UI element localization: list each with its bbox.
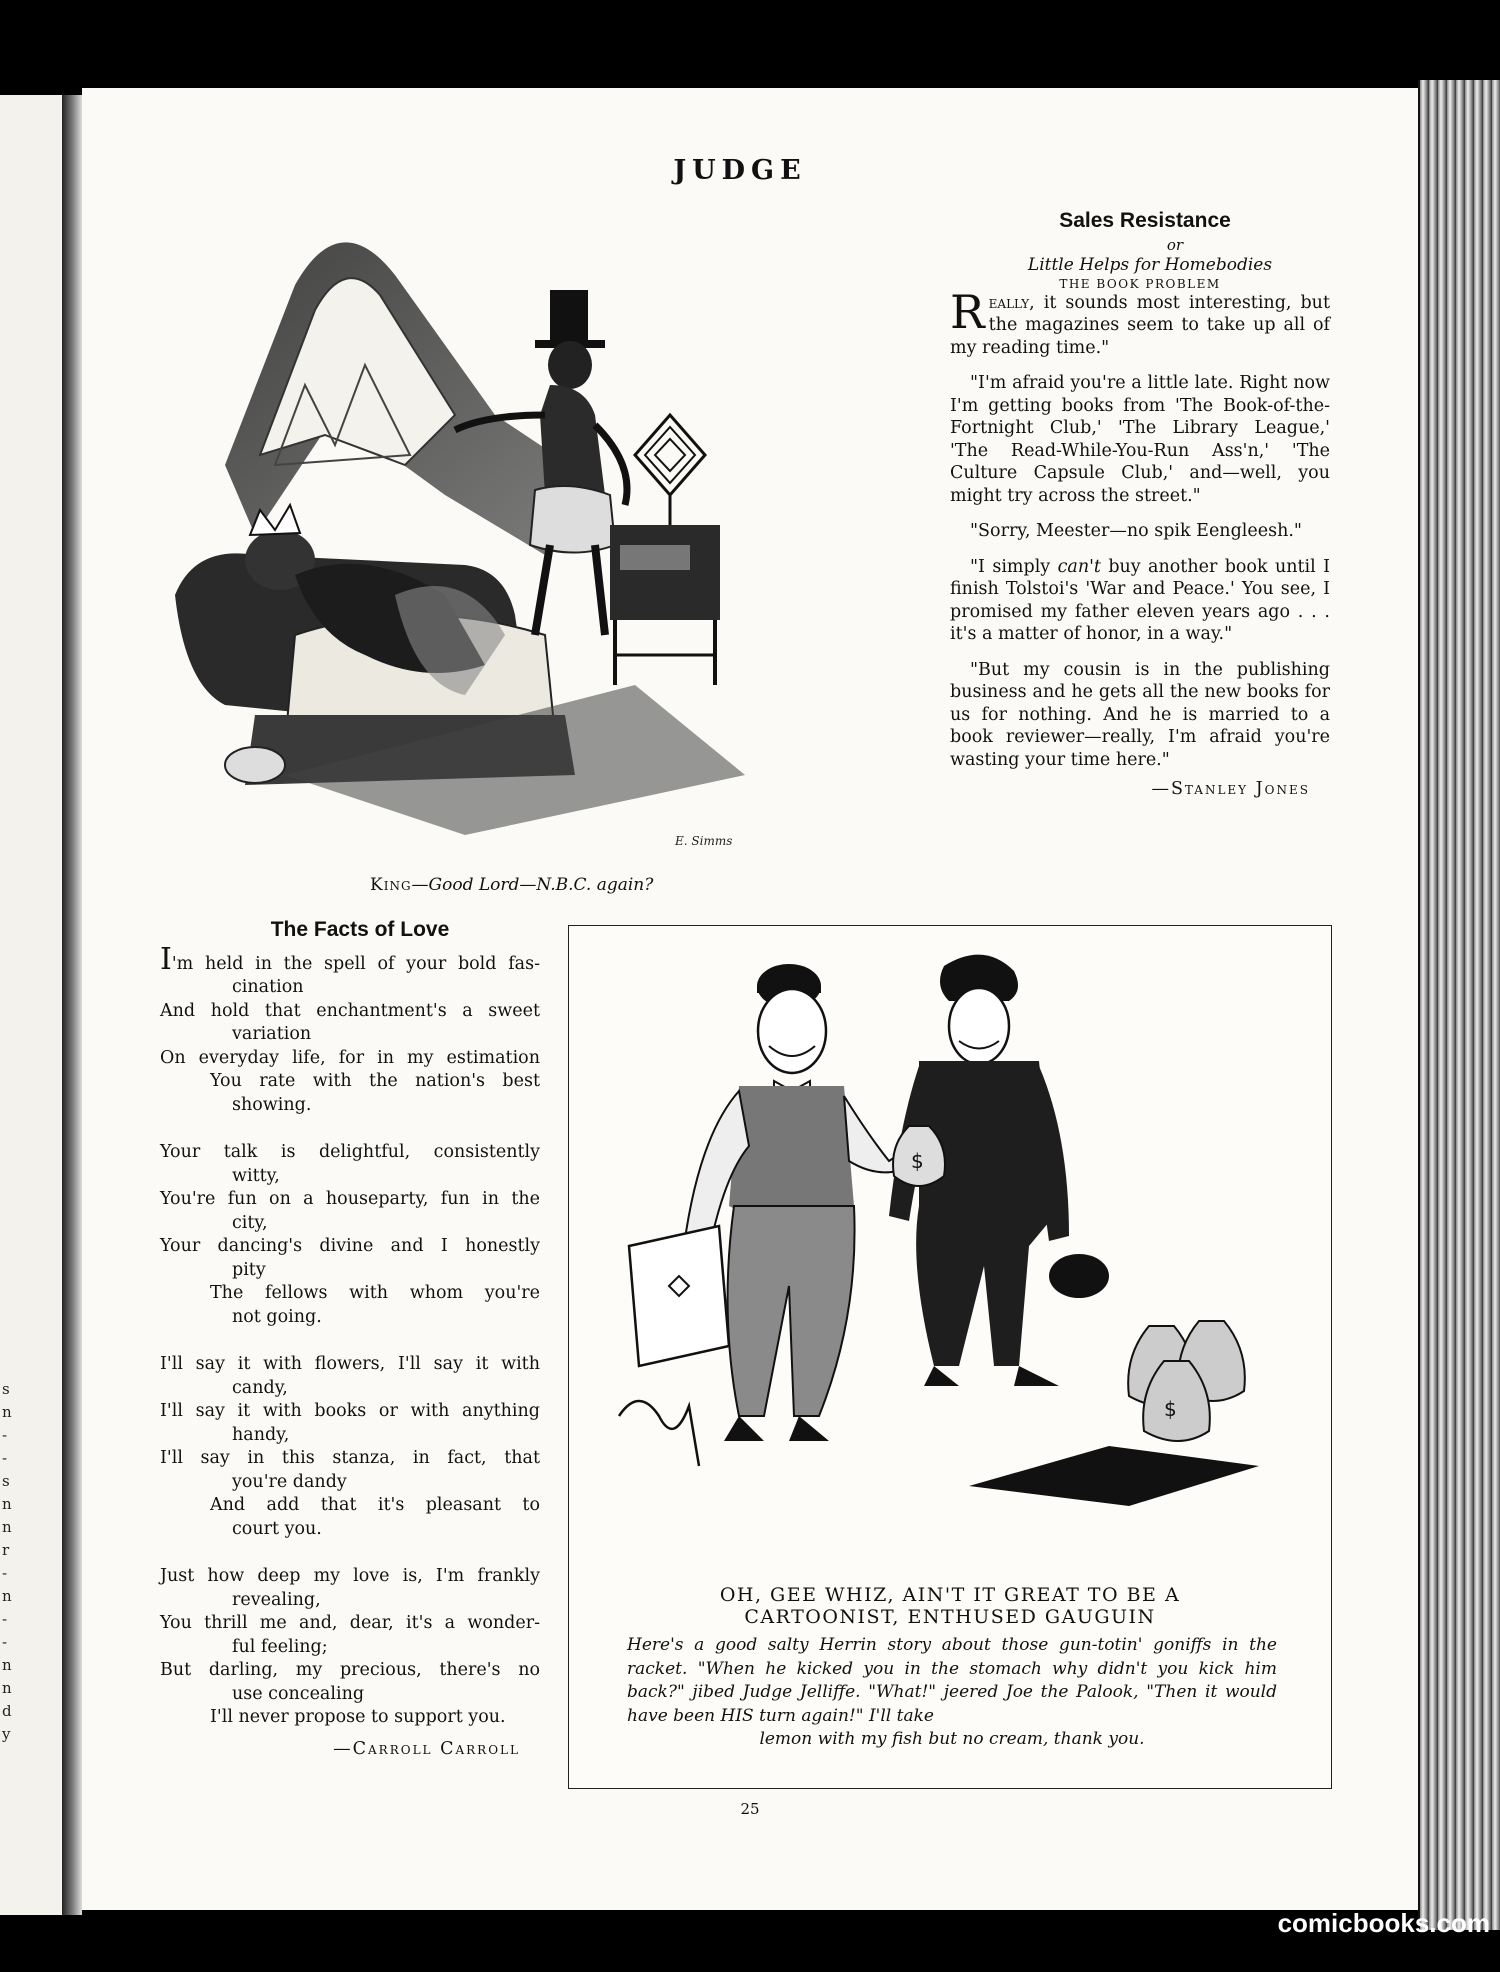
article-paragraph: "Sorry, Meester—no spik Eengleesh." <box>970 521 1302 541</box>
poem-line: Just how deep my love is, I'm frankly <box>160 1566 540 1586</box>
edge-letter: n <box>2 1656 12 1674</box>
book-gutter <box>62 95 82 1915</box>
poem-line: And add that it's pleasant to <box>210 1495 540 1515</box>
edge-letter: - <box>2 1564 8 1582</box>
poem-line: I'll say in this stanza, in fact, that <box>160 1448 540 1468</box>
poem-line: And hold that enchantment's a sweet <box>160 1000 540 1021</box>
caption-speaker: King <box>370 875 412 895</box>
edge-letter: s <box>2 1472 10 1490</box>
poem-stanza <box>160 1353 540 1541</box>
poem-line: But darling, my precious, there's no <box>160 1660 540 1680</box>
edge-letter: y <box>2 1725 11 1743</box>
caption-text: —Good Lord—N.B.C. again? <box>411 875 654 895</box>
poem-line: I'll say it with flowers, I'll say it with <box>160 1354 540 1374</box>
cartoonist-cartoon-illustration <box>589 946 1311 1506</box>
masthead: JUDGE <box>673 155 807 186</box>
edge-letter: s <box>2 1380 10 1398</box>
edge-letter: r <box>2 1541 10 1559</box>
poem-line: candy, <box>232 1377 288 1398</box>
facts-of-love-poem <box>160 918 540 1761</box>
money-bag-symbol: $ <box>1164 1397 1177 1421</box>
poem-line: You're fun on a houseparty, fun in the <box>160 1189 540 1209</box>
poem-line: Your talk is delightful, consistently <box>160 1142 540 1162</box>
edge-letter: n <box>2 1495 12 1513</box>
poem-line: You rate with the nation's best <box>210 1071 540 1091</box>
drop-cap: I <box>160 941 172 977</box>
poem-line: cination <box>232 977 304 997</box>
cartoonist-cartoon-box <box>568 925 1332 1789</box>
edge-letter: n <box>2 1679 12 1697</box>
poem-line: you're dandy <box>232 1471 347 1492</box>
poem-line: I'll say it with books or with anything <box>160 1401 540 1421</box>
poem-line: showing. <box>232 1094 312 1115</box>
headline-line: OH, GEE WHIZ, AIN'T IT GREAT TO BE A <box>719 1584 1181 1606</box>
page-number: 25 <box>740 1800 760 1818</box>
article-subtitle: Little Helps for Homebodies <box>1027 254 1273 275</box>
drop-cap: R <box>950 284 985 339</box>
article-paragraph: "But my cousin is in the publishing business and he gets all the new books for us for nothing. And he is married to a book reviewer—really, I'm afraid you're wasting your time here." <box>950 659 1330 770</box>
headline-line: CARTOONIST, ENTHUSED GAUGUIN <box>744 1606 1156 1628</box>
poem-stanza <box>160 1565 540 1730</box>
poem-stanza <box>160 941 540 1118</box>
poem-stanza <box>160 1141 540 1329</box>
edge-letter: n <box>2 1587 12 1605</box>
paragraph-text: "I simply <box>970 556 1058 577</box>
watermark: comicbooks.com <box>1277 1908 1490 1938</box>
poem-line: I'll never propose to support you. <box>210 1707 506 1727</box>
poem-line: pity <box>232 1259 266 1280</box>
article-paragraph: "I'm afraid you're a little late. Right now I'm getting books from 'The Book-of-the-Fortnight Club,' 'The Library League,' 'The Read-While-You-Run Ass'n,' 'The Culture Capsule Club,' and—well, you might try across the street." <box>950 373 1330 506</box>
article-or: or <box>1166 235 1184 254</box>
poem-line-text: 'm held in the spell of your bold fas- <box>171 953 540 974</box>
poem-line: city, <box>232 1212 268 1233</box>
king-cartoon-illustration <box>165 215 795 865</box>
poem-line: You thrill me and, dear, it's a wonder- <box>160 1613 540 1633</box>
poem-title: The Facts of Love <box>270 918 450 941</box>
poem-line: witty, <box>232 1165 280 1186</box>
poem-author: —Carroll Carroll <box>333 1738 520 1759</box>
poem-line: revealing, <box>232 1589 321 1610</box>
king-cartoon-caption <box>370 875 750 895</box>
poem-line: On everyday life, for in my estimation <box>160 1047 540 1068</box>
left-page-edge-letters <box>2 420 42 1820</box>
edge-letter: d <box>2 1702 12 1720</box>
poem-line: The fellows with whom you're <box>210 1283 540 1303</box>
paragraph-text: buy another book until I finish Tolstoi's 'War and Peace.' You see, I promised my father eleven years ago . . . it's a matter of honor, in a way." <box>950 556 1330 644</box>
poem-line <box>160 941 540 977</box>
page-stack-edge <box>1420 80 1500 1930</box>
cartoon-headline <box>589 1584 1311 1628</box>
lead-word: eally <box>988 292 1030 313</box>
edge-letter: n <box>2 1403 12 1421</box>
poem-line: Your dancing's divine and I honestly <box>160 1236 540 1256</box>
edge-letter: n <box>2 1518 12 1536</box>
money-bag-symbol: $ <box>911 1149 924 1173</box>
svg-text:E. Simms: E. Simms <box>675 834 733 848</box>
joke-text: Here's a good salty Herrin story about those gun-totin' goniffs in the racket. "When he kicked you in the stomach why didn't you kick him back?" jibed Judge Jelliffe. "What!" jeered Joe the Palook, "Then it would have been HIS turn again!" I'll take <box>627 1635 1277 1726</box>
edge-letter: - <box>2 1633 8 1651</box>
article-title: Sales Resistance <box>1059 209 1231 232</box>
poem-line: not going. <box>232 1306 322 1327</box>
poem-line: handy, <box>232 1424 290 1445</box>
article-section-heading: THE BOOK PROBLEM <box>1059 276 1221 291</box>
article-author: —Stanley Jones <box>1151 779 1310 799</box>
article-paragraph <box>950 284 1330 360</box>
poem-line: court you. <box>232 1518 322 1539</box>
joke-text-last-line: lemon with my fish but no cream, thank you. <box>759 1729 1145 1749</box>
edge-letter: - <box>2 1449 8 1467</box>
edge-letter: - <box>2 1610 8 1628</box>
poem-line: use concealing <box>232 1683 365 1704</box>
sales-resistance-article <box>950 210 1330 801</box>
cartoon-joke-text <box>627 1634 1277 1752</box>
article-paragraph <box>950 556 1330 646</box>
emphasis: can't <box>1057 556 1101 577</box>
poem-line: variation <box>232 1024 312 1044</box>
poem-line: ful feeling; <box>232 1636 328 1657</box>
edge-letter: - <box>2 1426 8 1444</box>
paragraph-text: , it sounds most interesting, but the magazines seem to take up all of my reading time." <box>950 292 1330 358</box>
